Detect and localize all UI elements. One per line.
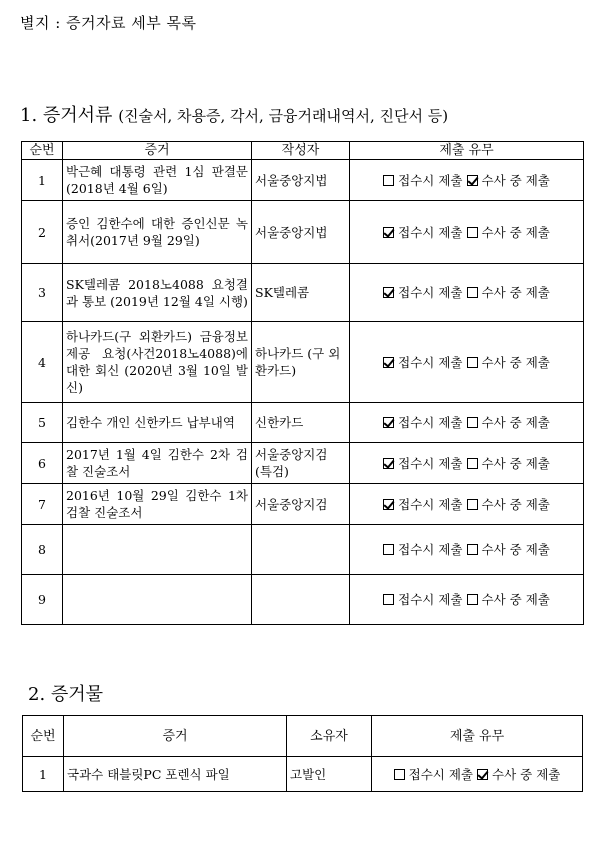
table-row <box>22 525 584 575</box>
submission-status <box>350 201 584 264</box>
table-row <box>22 201 584 264</box>
receipt-checkbox[interactable] <box>383 357 394 368</box>
row-number: 1 <box>23 757 64 792</box>
author-cell: 서울중앙지검 <box>252 484 350 525</box>
submission-status <box>350 484 584 525</box>
row-number: 4 <box>22 322 63 403</box>
row-number: 1 <box>22 160 63 201</box>
investigation-label: 수사 중 제출 <box>481 592 550 607</box>
submission-status <box>350 322 584 403</box>
header-status: 제출 유무 <box>350 142 584 160</box>
investigation-label: 수사 중 제출 <box>481 455 550 471</box>
header-no: 순번 <box>22 142 63 160</box>
header-evidence: 증거 <box>64 716 287 757</box>
investigation-checkbox[interactable] <box>467 499 478 510</box>
investigation-checkbox[interactable] <box>467 458 478 469</box>
author-cell <box>252 575 350 625</box>
row-number: 7 <box>22 484 63 525</box>
investigation-label: 수사 중 제출 <box>492 766 561 782</box>
table-row <box>23 757 583 792</box>
header-evidence: 증거 <box>63 142 252 160</box>
receipt-checkbox[interactable] <box>383 417 394 428</box>
row-number: 6 <box>22 443 63 484</box>
receipt-checkbox[interactable] <box>383 544 394 555</box>
author-cell: 서울중앙지검 (특검) <box>252 443 350 484</box>
row-number: 5 <box>22 403 63 443</box>
table-row <box>22 443 584 484</box>
evidence-cell: 증인 김한수에 대한 증인신문 녹취서(2017년 9월 29일) <box>63 201 252 264</box>
submission-status <box>372 757 583 792</box>
submission-status <box>350 160 584 201</box>
receipt-checkbox[interactable] <box>383 227 394 238</box>
evidence-cell: SK텔레콤 2018노4088 요청결과 통보 (2019년 12월 4일 시행) <box>63 264 252 322</box>
investigation-checkbox[interactable] <box>467 227 478 238</box>
evidence-cell: 2016년 10월 29일 김한수 1차 검찰 진술조서 <box>63 484 252 525</box>
investigation-label: 수사 중 제출 <box>481 415 550 430</box>
receipt-label: 접수시 제출 <box>398 415 463 430</box>
evidence-cell <box>63 525 252 575</box>
receipt-label: 접수시 제출 <box>398 285 463 300</box>
investigation-label: 수사 중 제출 <box>481 496 550 512</box>
investigation-checkbox[interactable] <box>467 417 478 428</box>
investigation-label: 수사 중 제출 <box>481 542 550 557</box>
row-number: 3 <box>22 264 63 322</box>
receipt-checkbox[interactable] <box>383 175 394 186</box>
receipt-label: 접수시 제출 <box>398 592 463 607</box>
submission-status <box>350 264 584 322</box>
investigation-checkbox[interactable] <box>467 544 478 555</box>
investigation-label: 수사 중 제출 <box>481 224 550 240</box>
investigation-label: 수사 중 제출 <box>481 354 550 370</box>
submission-status <box>350 575 584 625</box>
section1-title: 1. 증거서류 <box>20 105 113 126</box>
receipt-label: 접수시 제출 <box>398 224 463 240</box>
evidence-cell: 국과수 태블릿PC 포렌식 파일 <box>64 757 287 792</box>
table-row <box>22 575 584 625</box>
submission-status <box>350 443 584 484</box>
row-number: 2 <box>22 201 63 264</box>
evidence-cell <box>63 575 252 625</box>
author-cell: 서울중앙지법 <box>252 160 350 201</box>
section1-heading <box>20 101 448 127</box>
evidence-cell: 2017년 1월 4일 김한수 2차 검찰 진술조서 <box>63 443 252 484</box>
receipt-checkbox[interactable] <box>383 499 394 510</box>
investigation-label: 수사 중 제출 <box>481 285 550 300</box>
author-cell <box>252 525 350 575</box>
table-row <box>22 264 584 322</box>
evidence-cell: 박근혜 대통령 관련 1심 판결문(2018년 4월 6일) <box>63 160 252 201</box>
receipt-label: 접수시 제출 <box>408 766 474 782</box>
investigation-checkbox[interactable] <box>467 357 478 368</box>
submission-status <box>350 525 584 575</box>
investigation-checkbox[interactable] <box>467 287 478 298</box>
receipt-checkbox[interactable] <box>394 769 405 780</box>
section2-heading: 2. 증거물 <box>28 684 104 705</box>
header-owner: 소유자 <box>287 716 372 757</box>
header-author: 작성자 <box>252 142 350 160</box>
evidence-items-table <box>22 715 583 792</box>
evidence-documents-table <box>21 141 584 625</box>
table-row <box>22 160 584 201</box>
table-row <box>22 322 584 403</box>
owner-cell: 고발인 <box>287 757 372 792</box>
row-number: 9 <box>22 575 63 625</box>
table-row <box>22 484 584 525</box>
investigation-checkbox[interactable] <box>477 769 488 780</box>
evidence-cell: 김한수 개인 신한카드 납부내역 <box>63 403 252 443</box>
receipt-label: 접수시 제출 <box>398 172 463 188</box>
receipt-label: 접수시 제출 <box>398 496 463 512</box>
author-cell: SK텔레콤 <box>252 264 350 322</box>
evidence-cell: 하나카드(구 외환카드) 금융정보 제공 요청(사건2018노4088)에 대한 회신 (2020년 3월 10일 발신) <box>63 322 252 403</box>
receipt-checkbox[interactable] <box>383 594 394 605</box>
header-no: 순번 <box>23 716 64 757</box>
investigation-checkbox[interactable] <box>467 175 478 186</box>
author-cell: 서울중앙지법 <box>252 201 350 264</box>
table-row <box>22 403 584 443</box>
section1-subtitle: (진술서, 차용증, 각서, 금융거래내역서, 진단서 등) <box>118 107 449 125</box>
investigation-checkbox[interactable] <box>467 594 478 605</box>
receipt-label: 접수시 제출 <box>398 354 463 370</box>
receipt-label: 접수시 제출 <box>398 542 463 557</box>
author-cell: 신한카드 <box>252 403 350 443</box>
author-cell: 하나카드 (구 외환카드) <box>252 322 350 403</box>
row-number: 8 <box>22 525 63 575</box>
page-title: 별지 : 증거자료 세부 목록 <box>20 14 197 32</box>
investigation-label: 수사 중 제출 <box>481 172 550 188</box>
submission-status <box>350 403 584 443</box>
header-status: 제출 유무 <box>372 716 583 757</box>
receipt-label: 접수시 제출 <box>398 455 463 471</box>
receipt-checkbox[interactable] <box>383 458 394 469</box>
receipt-checkbox[interactable] <box>383 287 394 298</box>
